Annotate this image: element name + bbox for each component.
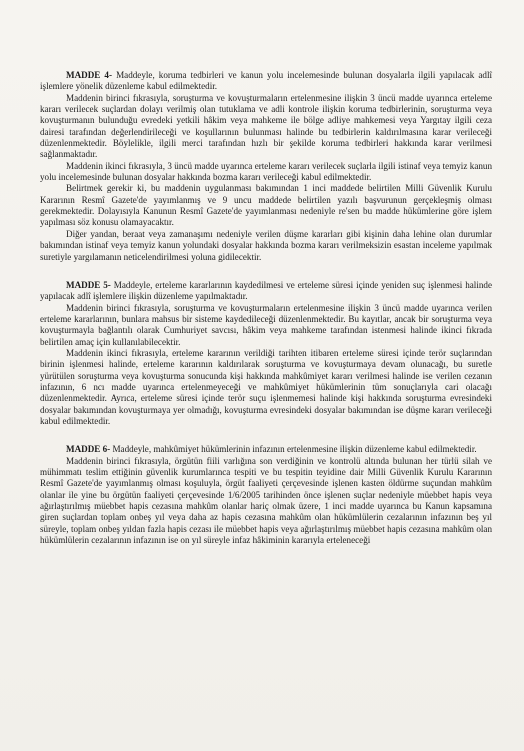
paragraph: Maddenin birinci fıkrasıyla, soruşturma ve kovuşturmaların ertelenmesine ilişkin 3 üncü madde uyarınca verilen erteleme kararlarının, bunlara mahsus bir sisteme kaydedileceği düzenlenmektedir. Bu kayıtlar, ancak bir soruşturma veya kovuşturmayla bağlantılı olarak Cumhuriyet savcısı, hâkim veya mahkeme tarafından istenmesi halinde ikinci fıkrada belirtilen amaç için kullanılabilecektir. [40, 302, 492, 347]
article-madde-4 [40, 70, 492, 263]
section-gap [40, 435, 492, 444]
paragraph: Belirtmek gerekir ki, bu maddenin uygulanması bakımından 1 inci maddede belirtilen Milli Güvenlik Kurulu Kararının Resmî Gazete'de yayımlanmış ve 9 uncu maddede belirtilen yazılı başvurunun gerçekleşmiş olması gerekmektedir. Dolayısıyla Kanunun Resmî Gazete'de yayımlanması nedeniyle re'sen bu madde hükümlerine göre işlem yapılması söz konusu olamayacaktır. [40, 183, 492, 228]
article-intro [40, 444, 492, 455]
paragraph: Maddenin birinci fıkrasıyla, örgütün fiili varlığına son verdiğinin ve kontrolü altında bulunan her türlü silah ve mühimmatı teslim ettiğinin güvenlik kurumlarınca tespiti ve bu tespitin teyidine dair Milli Güvenlik Kurulu Kararının Resmî Gazete'de yayımlanmış olması koşuluyla, örgüt faaliyeti çerçevesinde işlenen kasten öldürme suçundan mahkûm olanlar ile yine bu örgütün faaliyeti çerçevesinde 1/6/2005 tarihinden önce işlenen suçlar nedeniyle müebbet hapis veya ağırlaştırılmış müebbet hapis cezasına mahkûm olanlar hariç olmak üzere, 1 inci madde uyarınca bu Kanun kapsamına giren suçlardan toplam onbeş yıl veya daha az hapis cezasına mahkûm olan hükümlülerin cezalarının infazının beş yıl süreyle, toplam onbeş yıldan fazla hapis cezası ile müebbet hapis veya ağırlaştırılmış müebbet hapis cezasına mahkûm olan hükümlülerin cezalarının infazının ise on yıl süreyle infaz hâkiminin kararıyla erteleneceği [40, 455, 492, 546]
paragraph: Maddenin birinci fıkrasıyla, soruşturma ve kovuşturmaların ertelenmesine ilişkin 3 üncü madde uyarınca erteleme kararı verilecek suçlardan dolayı verilmiş olan tutuklama ve adli kontrole ilişkin koruma tedbirlerinin, soruşturma veya kovuşturmanın bulunduğu evredeki yetkili hâkim veya mahkeme ile bölge adliye mahkemesi veya Yargıtay ilgili ceza dairesi tarafından değerlendirileceği ve koşullarının bulunması halinde bu tedbirlerin kaldırılmasına karar verileceği düzenlenmektedir. Böylelikle, ilgili merci tarafından hızlı bir şekilde koruma tedbirleri hakkında karar verilmesi sağlanmaktadır. [40, 92, 492, 160]
article-madde-5 [40, 280, 492, 427]
article-label: MADDE 4- [66, 70, 113, 80]
article-label: MADDE 5- [66, 279, 111, 290]
article-intro-text: Maddeyle, koruma tedbirleri ve kanun yolu incelemesinde bulunan dosyalarla ilgili yapılacak adlî işlemlere yönelik düzenleme kabul edilmektedir. [40, 70, 492, 92]
paragraph: Maddenin ikinci fıkrasıyla, erteleme kararının verildiği tarihten itibaren erteleme süresi içinde terör suçlarından birinin işlenmesi halinde, erteleme kararının kaldırılarak soruşturma ve kovuşturmaya devam olunacağı, bu suretle yürütülen soruşturma veya kovuşturma sonucunda kişi hakkında mahkûmiyet kararı verilmesi halinde ise verilen cezanın infazının, 6 ncı madde uyarınca ertelenmeyeceği ve mahkûmiyet hükümlerinin tüm sonuçlarıyla cari olacağı düzenlenmektedir. Ayrıca, erteleme süresi içinde terör suçu işlenmemesi halinde kişi hakkında soruşturma evresindeki dosyalar bakımından kovuşturmaya yer olmadığı, kovuşturma evresindeki dosyalar bakımından ise düşme kararı verileceği kabul edilmektedir. [40, 347, 492, 426]
article-madde-6 [40, 444, 492, 546]
article-label: MADDE 6- [66, 444, 111, 455]
article-intro [40, 280, 492, 303]
section-gap [40, 271, 492, 280]
paragraph: Diğer yandan, beraat veya zamanaşımı nedeniyle verilen düşme kararları gibi kişinin daha lehine olan durumlar bakımından istinaf veya temyiz kanun yolundaki dosyalar hakkında bozma kararı verilmeksizin esastan inceleme yapılmak suretiyle yargılamanın neticelendirilmesi yoluna gidilecektir. [40, 228, 492, 262]
article-intro-text: Maddeyle, mahkûmiyet hükümlerinin infazının ertelenmesine ilişkin düzenleme kabul edilmektedir. [110, 444, 477, 455]
article-intro-text: Maddeyle, erteleme kararlarının kaydedilmesi ve erteleme süresi içinde yeniden suç işlenmesi halinde yapılacak adlî işlemlere ilişkin düzenleme yapılmaktadır. [40, 279, 492, 302]
paragraph: Maddenin ikinci fıkrasıyla, 3 üncü madde uyarınca erteleme kararı verilecek suçlarla ilgili istinaf veya temyiz kanun yolu incelemesinde bulunan dosyalar hakkında bozma kararı verileceği kabul edilmektedir. [40, 160, 492, 183]
article-intro [40, 70, 492, 93]
